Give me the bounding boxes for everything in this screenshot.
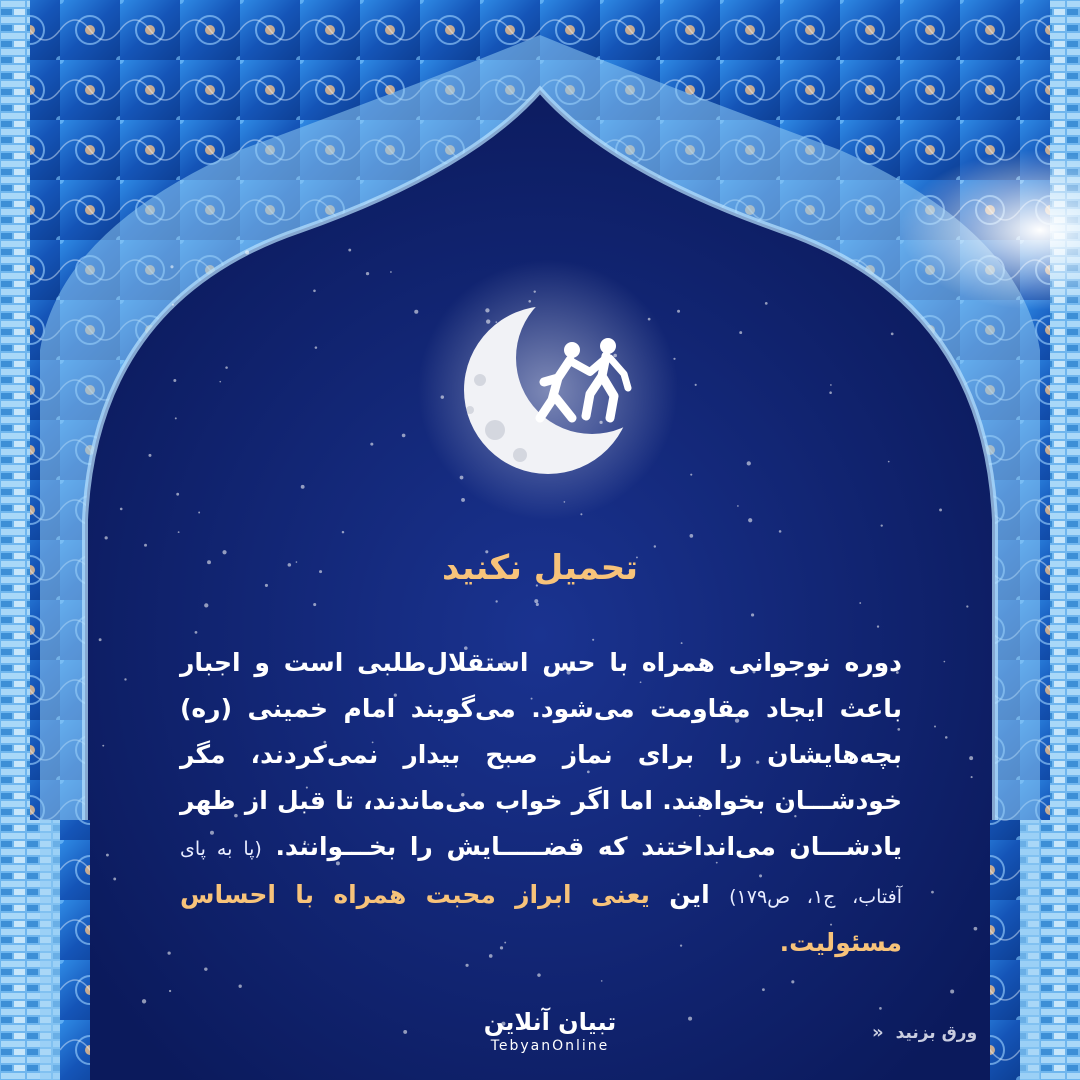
star-dot bbox=[950, 989, 954, 993]
star-dot bbox=[601, 980, 603, 982]
star-dot bbox=[245, 250, 249, 254]
star-dot bbox=[144, 544, 147, 547]
star-dot bbox=[879, 1007, 882, 1010]
star-dot bbox=[175, 417, 177, 419]
star-dot bbox=[891, 333, 894, 336]
star-dot bbox=[176, 493, 179, 496]
star-dot bbox=[313, 603, 316, 606]
star-dot bbox=[688, 1017, 692, 1021]
star-dot bbox=[830, 384, 832, 386]
star-dot bbox=[877, 625, 879, 627]
star-dot bbox=[390, 271, 392, 273]
star-dot bbox=[945, 736, 948, 739]
star-dot bbox=[370, 443, 373, 446]
star-dot bbox=[779, 530, 782, 533]
body-citation: (پا به پای آفتاب، ج۱، ص۱۷۹) bbox=[180, 838, 902, 908]
wrestling-figures-icon bbox=[530, 336, 640, 426]
brand-logo bbox=[470, 1008, 630, 1056]
star-dot bbox=[762, 988, 765, 991]
star-dot bbox=[537, 973, 540, 976]
star-dot bbox=[106, 854, 109, 857]
star-dot bbox=[198, 512, 200, 514]
star-dot bbox=[737, 505, 739, 507]
star-dot bbox=[939, 509, 942, 512]
star-dot bbox=[881, 524, 883, 526]
star-dot bbox=[966, 605, 968, 607]
double-chevron-left-icon: « bbox=[872, 1022, 884, 1043]
star-dot bbox=[403, 1030, 407, 1034]
star-dot bbox=[859, 602, 861, 604]
card-body bbox=[180, 640, 902, 966]
star-dot bbox=[971, 776, 973, 778]
star-dot bbox=[974, 927, 978, 931]
swipe-label: ورق بزنید bbox=[895, 1023, 978, 1043]
body-highlight: یعنی ابراز محبت همراه با احساس مسئولیت. bbox=[180, 880, 902, 957]
star-dot bbox=[934, 726, 936, 728]
star-dot bbox=[219, 381, 221, 383]
star-dot bbox=[102, 745, 104, 747]
star-dot bbox=[195, 631, 198, 634]
body-tail-text: این bbox=[669, 880, 710, 909]
star-dot bbox=[765, 302, 768, 305]
body-main-text: دوره نوجوانی همراه با حس استقلال‌طلبی است و اجبار باعث ایجاد مقاومت می‌شود. می‌گویند امام خمینی (ره) بچه‌هایشان را برای نماز صبح بیدار نمی‌کردند، مگر خودشـــان بخواهند. اما اگر خواب می‌ماندند، تا قبل از ظهر یادشـــان می‌انداختند که قضـــــایش را بخـــوانند. bbox=[180, 648, 902, 861]
star-dot bbox=[315, 346, 318, 349]
star-dot bbox=[178, 531, 180, 533]
star-dot bbox=[931, 891, 934, 894]
star-dot bbox=[204, 967, 207, 970]
star-dot bbox=[791, 980, 794, 983]
star-dot bbox=[105, 536, 108, 539]
star-dot bbox=[969, 756, 973, 760]
star-dot bbox=[495, 600, 497, 602]
swipe-hint[interactable] bbox=[872, 1022, 977, 1043]
star-dot bbox=[301, 485, 305, 489]
star-dot bbox=[739, 331, 742, 334]
star-dot bbox=[148, 454, 151, 457]
card-title: تحمیل نکنید bbox=[441, 548, 639, 588]
star-dot bbox=[168, 951, 171, 954]
star-dot bbox=[944, 661, 946, 663]
star-dot bbox=[172, 304, 174, 306]
star-dot bbox=[169, 990, 171, 992]
star-dot bbox=[173, 379, 176, 382]
star-dot bbox=[366, 272, 369, 275]
star-dot bbox=[536, 603, 539, 606]
star-dot bbox=[142, 999, 146, 1003]
star-dot bbox=[170, 265, 173, 268]
star-dot bbox=[342, 531, 344, 533]
star-dot bbox=[690, 534, 694, 538]
star-dot bbox=[747, 461, 751, 465]
star-dot bbox=[748, 518, 752, 522]
star-dot bbox=[113, 878, 116, 881]
star-dot bbox=[829, 391, 832, 394]
star-dot bbox=[348, 249, 351, 252]
star-dot bbox=[888, 461, 890, 463]
star-dot bbox=[313, 289, 316, 292]
star-dot bbox=[120, 508, 123, 511]
star-dot bbox=[534, 599, 538, 603]
star-dot bbox=[751, 613, 754, 616]
star-dot bbox=[204, 603, 208, 607]
star-dot bbox=[225, 366, 228, 369]
star-dot bbox=[99, 638, 102, 641]
brand-name-en: TebyanOnline bbox=[490, 1038, 610, 1054]
star-dot bbox=[124, 678, 126, 680]
star-dot bbox=[239, 985, 242, 988]
brand-name-fa: تبیان آنلاین bbox=[483, 1008, 617, 1036]
